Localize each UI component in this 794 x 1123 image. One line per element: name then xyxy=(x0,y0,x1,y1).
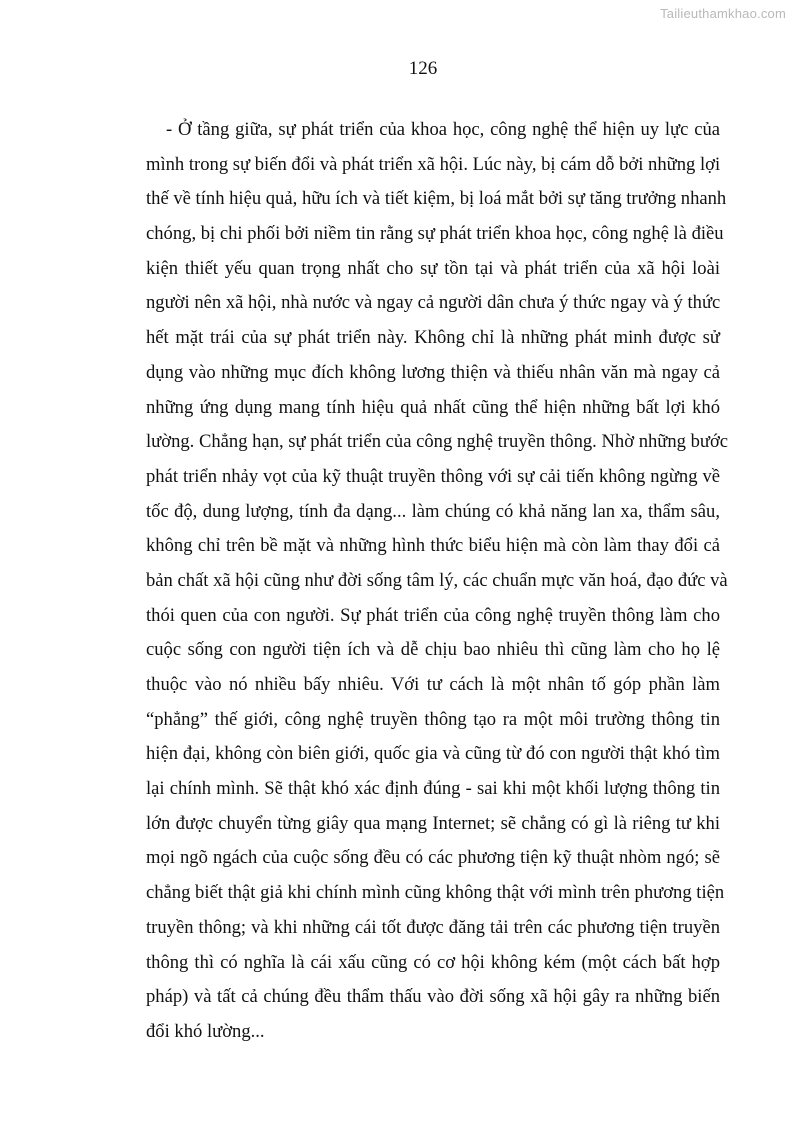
text-line: truyền thông; và khi những cái tốt được đăng tải trên các phương tiện truyền xyxy=(146,916,720,938)
text-line: “phẳng” thế giới, công nghệ truyền thông tạo ra một môi trường thông tin xyxy=(146,708,720,730)
text-line: - Ở tầng giữa, sự phát triển của khoa học, công nghệ thể hiện uy lực của xyxy=(166,119,720,140)
text-line: thuộc vào nó nhiều bấy nhiêu. Với tư cách là một nhân tố góp phần làm xyxy=(146,674,720,695)
watermark: Tailieuthamkhao.com xyxy=(660,6,786,21)
page-number: 126 xyxy=(408,58,438,79)
text-line: thế về tính hiệu quả, hữu ích và tiết kiệm, bị loá mắt bởi sự tăng trưởng nhanh xyxy=(146,188,727,210)
text-line: thông thì có nghĩa là cái xấu cũng có cơ hội không kém (một cách bất hợp xyxy=(146,951,720,973)
text-line: hiện đại, không còn biên giới, quốc gia và cũng từ đó con người thật khó tìm xyxy=(146,743,720,765)
text-line: cuộc sống con người tiện ích và dễ chịu bao nhiêu thì cũng làm cho họ lệ xyxy=(146,639,720,661)
text-line: mình trong sự biến đổi và phát triển xã hội. Lúc này, bị cám dỗ bởi những lợi xyxy=(146,153,721,175)
text-line: không chỉ trên bề mặt và những hình thức biểu hiện mà còn làm thay đổi cả xyxy=(146,535,720,557)
text-line: tốc độ, dung lượng, tính đa dạng... làm chúng có khả năng lan xa, thẩm sâu, xyxy=(146,500,720,522)
text-line: dụng vào những mục đích không lương thiện và thiếu nhân văn mà ngay cả xyxy=(146,361,720,383)
text-line: lường. Chẳng hạn, sự phát triển của công nghệ truyền thông. Nhờ những bước xyxy=(146,431,729,453)
text-line: hết mặt trái của sự phát triển này. Không chỉ là những phát minh được sử xyxy=(146,327,720,349)
text-line: đổi khó lường... xyxy=(146,1020,265,1042)
text-line: người nên xã hội, nhà nước và ngay cả người dân chưa ý thức ngay và ý thức xyxy=(146,292,721,314)
text-line: kiện thiết yếu quan trọng nhất cho sự tồn tại và phát triển của xã hội loài xyxy=(146,257,720,279)
text-line: phát triển nhảy vọt của kỹ thuật truyền thông với sự cải tiến không ngừng về xyxy=(146,465,720,487)
text-line: pháp) và tất cả chúng đều thẩm thấu vào đời sống xã hội gây ra những biến xyxy=(146,986,720,1008)
body-paragraph xyxy=(146,113,729,1050)
text-line: chẳng biết thật giả khi chính mình cũng không thật với mình trên phương tiện xyxy=(146,882,725,904)
text-line: bản chất xã hội cũng như đời sống tâm lý, các chuẩn mực văn hoá, đạo đức và xyxy=(146,569,728,591)
text-line: lại chính mình. Sẽ thật khó xác định đúng - sai khi một khối lượng thông tin xyxy=(146,778,720,800)
text-line: thói quen của con người. Sự phát triển của công nghệ truyền thông làm cho xyxy=(146,604,720,626)
text-line: những ứng dụng mang tính hiệu quả nhất cũng thể hiện những bất lợi khó xyxy=(146,396,720,418)
text-line: mọi ngõ ngách của cuộc sống đều có các phương tiện kỹ thuật nhòm ngó; sẽ xyxy=(146,847,720,869)
text-line: chóng, bị chi phối bởi niềm tin rằng sự phát triển khoa học, công nghệ là điều xyxy=(146,223,724,245)
text-line: lớn được chuyển từng giây qua mạng Internet; sẽ chẳng có gì là riêng tư khi xyxy=(146,812,720,834)
